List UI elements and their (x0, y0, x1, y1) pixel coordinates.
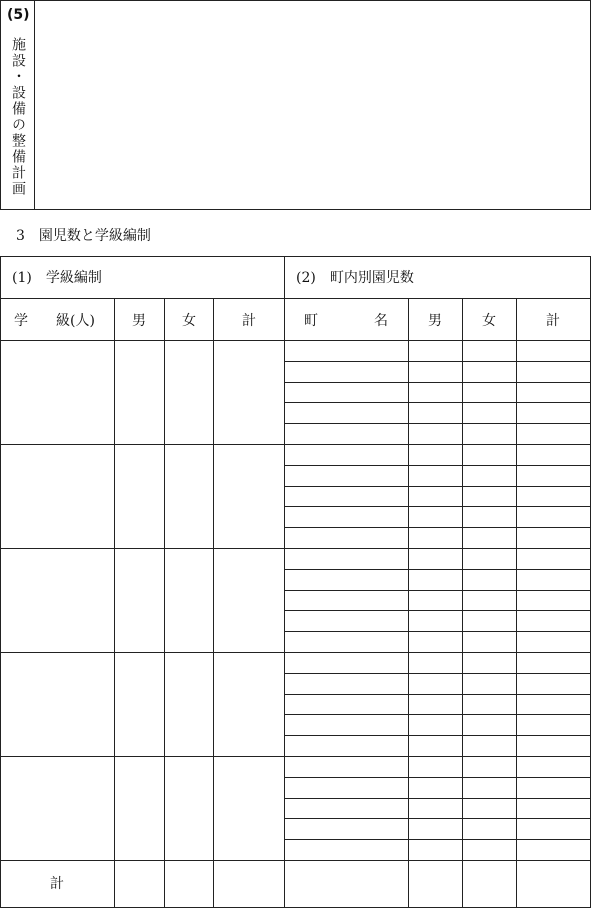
town-cell[interactable] (409, 799, 462, 818)
facilities-label: 施設・設備の整備計画 (10, 37, 26, 197)
class-cell[interactable] (165, 549, 213, 652)
town-cell[interactable] (463, 611, 516, 631)
town-cell[interactable] (517, 403, 591, 423)
town-cell[interactable] (463, 570, 516, 590)
class-total-label: 計 (50, 876, 64, 892)
town-cell[interactable] (517, 341, 591, 361)
town-cell[interactable] (409, 591, 462, 610)
town-cell[interactable] (517, 861, 591, 908)
class-cell[interactable] (115, 653, 164, 756)
town-cell[interactable] (463, 653, 516, 673)
town-cell[interactable] (463, 549, 516, 569)
town-cell[interactable] (517, 528, 591, 548)
town-cell[interactable] (463, 840, 516, 860)
town-cell[interactable] (285, 424, 408, 444)
town-cell[interactable] (517, 736, 591, 756)
section-3-title: 3 園児数と学級編制 (16, 228, 151, 244)
class-cell[interactable] (165, 861, 213, 908)
class-cell[interactable] (214, 861, 284, 908)
class-header-female: 女 (182, 313, 196, 329)
town-header-name: 町 名 (304, 313, 388, 329)
town-cell[interactable] (409, 362, 462, 382)
facilities-plan-box (0, 0, 591, 210)
town-cell[interactable] (463, 591, 516, 610)
town-cell[interactable] (463, 632, 516, 652)
town-cell[interactable] (285, 445, 408, 465)
town-cell[interactable] (463, 736, 516, 756)
class-cell[interactable] (214, 757, 284, 860)
town-cell[interactable] (463, 799, 516, 818)
class-cell[interactable] (1, 757, 114, 860)
town-cell[interactable] (409, 861, 462, 908)
class-cell[interactable] (1, 549, 114, 652)
town-cell[interactable] (285, 528, 408, 548)
class-cell[interactable] (165, 757, 213, 860)
town-cell[interactable] (285, 840, 408, 860)
class-header-class: 学 級(人) (14, 313, 95, 329)
town-cell[interactable] (463, 445, 516, 465)
town-cell[interactable] (517, 549, 591, 569)
town-cell[interactable] (463, 674, 516, 694)
class-org-title: (1) 学級編制 (12, 270, 102, 286)
town-cell[interactable] (517, 653, 591, 673)
town-cell[interactable] (409, 549, 462, 569)
town-cell[interactable] (409, 674, 462, 694)
town-cell[interactable] (285, 757, 408, 777)
town-cell[interactable] (409, 445, 462, 465)
town-cell[interactable] (517, 570, 591, 590)
class-cell[interactable] (1, 653, 114, 756)
town-cell[interactable] (517, 466, 591, 486)
town-cell[interactable] (409, 570, 462, 590)
town-cell[interactable] (409, 424, 462, 444)
town-cell[interactable] (285, 674, 408, 694)
town-cell[interactable] (285, 341, 408, 361)
town-cell[interactable] (285, 383, 408, 402)
class-cell[interactable] (165, 445, 213, 548)
table-border-top (0, 256, 591, 257)
town-cell[interactable] (517, 632, 591, 652)
town-cell[interactable] (517, 445, 591, 465)
town-header-total: 計 (546, 313, 560, 329)
town-cell[interactable] (285, 778, 408, 798)
town-cell[interactable] (285, 632, 408, 652)
town-cell[interactable] (409, 403, 462, 423)
town-cell[interactable] (463, 778, 516, 798)
town-cell[interactable] (409, 653, 462, 673)
class-cell[interactable] (115, 341, 164, 444)
town-cell[interactable] (463, 466, 516, 486)
facilities-number: (5) (7, 7, 30, 23)
town-cell[interactable] (517, 591, 591, 610)
town-counts-title: (2) 町内別園児数 (296, 270, 414, 286)
town-cell[interactable] (285, 362, 408, 382)
town-cell[interactable] (517, 674, 591, 694)
town-cell[interactable] (463, 507, 516, 527)
town-cell[interactable] (463, 403, 516, 423)
class-cell[interactable] (1, 445, 114, 548)
class-header-male: 男 (132, 313, 146, 329)
town-cell[interactable] (463, 383, 516, 402)
facilities-content-area[interactable] (35, 1, 590, 209)
town-cell[interactable] (463, 819, 516, 839)
town-cell[interactable] (285, 861, 408, 908)
town-cell[interactable] (409, 840, 462, 860)
town-cell[interactable] (285, 653, 408, 673)
town-cell[interactable] (463, 362, 516, 382)
town-cell[interactable] (517, 507, 591, 527)
town-cell[interactable] (285, 819, 408, 839)
class-cell[interactable] (1, 341, 114, 444)
town-header-female: 女 (482, 313, 496, 329)
town-cell[interactable] (409, 819, 462, 839)
town-cell[interactable] (517, 715, 591, 735)
class-cell[interactable] (115, 757, 164, 860)
town-cell[interactable] (463, 487, 516, 506)
town-cell[interactable] (285, 799, 408, 818)
town-cell[interactable] (517, 487, 591, 506)
town-cell[interactable] (517, 362, 591, 382)
town-cell[interactable] (285, 549, 408, 569)
town-cell[interactable] (463, 861, 516, 908)
town-cell[interactable] (517, 778, 591, 798)
town-cell[interactable] (517, 757, 591, 777)
class-cell[interactable] (115, 549, 164, 652)
town-cell[interactable] (409, 383, 462, 402)
town-cell[interactable] (463, 757, 516, 777)
town-cell[interactable] (517, 799, 591, 818)
town-cell[interactable] (285, 507, 408, 527)
town-cell[interactable] (463, 715, 516, 735)
class-cell[interactable] (214, 445, 284, 548)
town-cell[interactable] (409, 695, 462, 714)
town-cell[interactable] (285, 695, 408, 714)
class-header-total: 計 (242, 313, 256, 329)
town-cell[interactable] (409, 528, 462, 548)
town-cell[interactable] (409, 715, 462, 735)
town-cell[interactable] (409, 757, 462, 777)
town-cell[interactable] (285, 591, 408, 610)
town-cell[interactable] (463, 528, 516, 548)
town-cell[interactable] (463, 695, 516, 714)
town-cell[interactable] (517, 840, 591, 860)
class-cell[interactable] (165, 653, 213, 756)
town-cell[interactable] (409, 466, 462, 486)
class-cell[interactable] (214, 341, 284, 444)
town-header-male: 男 (428, 313, 442, 329)
class-cell[interactable] (165, 341, 213, 444)
town-cell[interactable] (409, 341, 462, 361)
town-cell[interactable] (285, 403, 408, 423)
table-title-separator (0, 298, 591, 299)
town-cell[interactable] (409, 632, 462, 652)
town-cell[interactable] (463, 341, 516, 361)
town-cell[interactable] (285, 570, 408, 590)
town-cell[interactable] (517, 424, 591, 444)
town-cell[interactable] (517, 611, 591, 631)
class-cell[interactable] (115, 445, 164, 548)
town-cell[interactable] (409, 487, 462, 506)
class-cell[interactable] (214, 653, 284, 756)
town-cell[interactable] (463, 424, 516, 444)
town-cell[interactable] (285, 466, 408, 486)
town-cell[interactable] (409, 611, 462, 631)
town-cell[interactable] (517, 383, 591, 402)
town-cell[interactable] (409, 778, 462, 798)
class-cell[interactable] (115, 861, 164, 908)
town-cell[interactable] (409, 736, 462, 756)
town-cell[interactable] (285, 736, 408, 756)
class-cell[interactable] (214, 549, 284, 652)
town-cell[interactable] (285, 487, 408, 506)
town-cell[interactable] (517, 819, 591, 839)
town-cell[interactable] (285, 611, 408, 631)
enrollment-table (0, 256, 591, 908)
town-cell[interactable] (409, 507, 462, 527)
town-cell[interactable] (517, 695, 591, 714)
town-cell[interactable] (285, 715, 408, 735)
